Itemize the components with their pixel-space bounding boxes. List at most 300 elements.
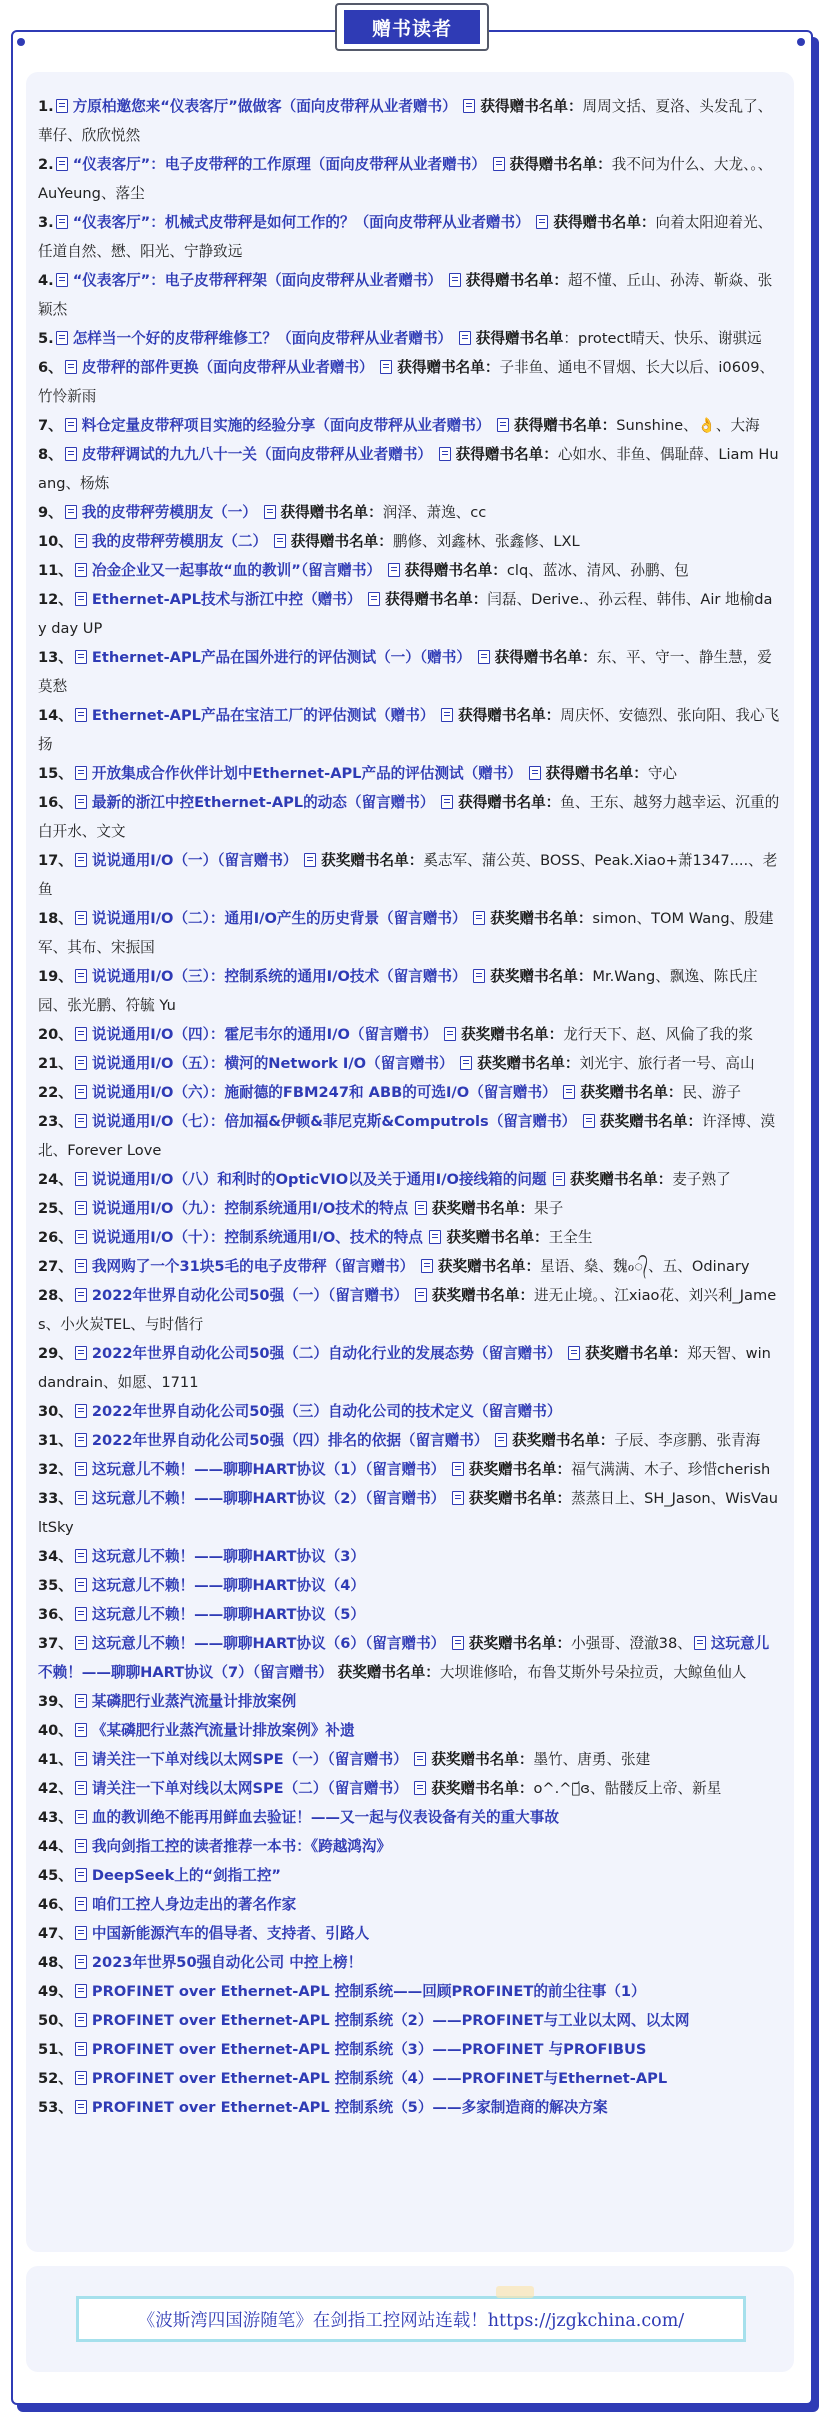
item-number: 9、: [38, 504, 63, 521]
winner-names: 超不懂、丘山、孙涛、靳焱、张颖杰: [38, 272, 773, 318]
winner-names: 子辰、李彦鹏、张青海: [614, 1432, 761, 1449]
item-number: 1.: [38, 98, 54, 115]
article-doc-icon: [56, 331, 68, 345]
winner-names: 福气满满、木子、珍惜cherish: [571, 1461, 771, 1478]
article-link[interactable]: 皮带秤的部件更换（面向皮带秤从业者赠书）: [81, 359, 374, 376]
article-doc-icon: [414, 1752, 426, 1766]
winner-names: 闫磊、Derive.、孙云程、韩伟、Air 地榆day day UP: [38, 591, 773, 637]
article-link[interactable]: 说说通用I/O（九）：控制系统通用I/O技术的特点: [91, 1200, 409, 1217]
article-link[interactable]: 《某磷肥行业蒸汽流量计排放案例》补遗: [91, 1722, 355, 1739]
award-label: 获奖赠书名单：: [337, 1664, 440, 1681]
article-doc-icon: [274, 534, 286, 548]
item-number: 13、: [38, 649, 73, 666]
item-number: 39、: [38, 1693, 73, 1710]
article-doc-icon: [75, 1230, 87, 1244]
article-link[interactable]: 中国新能源汽车的倡导者、支持者、引路人: [91, 1925, 370, 1942]
list-item: [38, 1832, 780, 1861]
article-link[interactable]: 这玩意儿不赖！——聊聊HART协议（6）（留言赠书）: [91, 1635, 446, 1652]
list-item: [38, 2064, 780, 2093]
article-doc-icon: [56, 157, 68, 171]
award-label: 获奖赠书名单：: [446, 1229, 549, 1246]
item-number: 27、: [38, 1258, 73, 1275]
article-link[interactable]: 2022年世界自动化公司50强（二）自动化行业的发展态势（留言赠书）: [91, 1345, 562, 1362]
winner-names: 民、游子: [682, 1084, 741, 1101]
award-label: 获得赠书名单：: [545, 765, 648, 782]
item-number: 53、: [38, 2099, 73, 2116]
article-link[interactable]: PROFINET over Ethernet-APL 控制系统（2）——PROFINET与工业以太网、以太网: [91, 2012, 690, 2029]
article-doc-icon: [75, 1723, 87, 1737]
list-item: [38, 498, 780, 527]
article-doc-icon: [75, 1781, 87, 1795]
article-doc-icon: [75, 795, 87, 809]
article-link[interactable]: 我网购了一个31块5毛的电子皮带秤（留言赠书）: [91, 1258, 415, 1275]
list-item: [38, 1455, 780, 1484]
winner-names: 小强哥、澄澈38、: [571, 1635, 692, 1652]
award-label: 获奖赠书名单：: [599, 1113, 703, 1130]
article-doc-icon: [75, 1839, 87, 1853]
winner-names: simon、TOM Wang、殷建军、其布、宋振国: [38, 910, 774, 956]
item-number: 37、: [38, 1635, 73, 1652]
winner-names: 鱼、王东、越努力越幸运、沉重的白开水、文文: [38, 794, 780, 840]
winner-names: 大坝谁修哈，布鲁艾斯外号朵拉贡，大鲸鱼仙人: [439, 1664, 747, 1681]
article-doc-icon: [75, 563, 87, 577]
award-label: 获得赠书名单：: [280, 504, 383, 521]
winner-names: Mr.Wang、飘逸、陈氏庄园、张光鹏、符毓 Yu: [38, 968, 758, 1014]
item-number: 23、: [38, 1113, 73, 1130]
article-doc-icon: [75, 1462, 87, 1476]
winner-names: 心如水、非鱼、偶耻薛、Liam Huang、杨炼: [38, 446, 779, 492]
article-link[interactable]: 说说通用I/O（五）：横河的Network I/O（留言赠书）: [91, 1055, 454, 1072]
article-doc-icon: [65, 447, 77, 461]
article-doc-icon: [452, 1462, 464, 1476]
item-number: 36、: [38, 1606, 73, 1623]
article-link[interactable]: 开放集成合作伙伴计划中Ethernet-APL产品的评估测试（赠书）: [91, 765, 523, 782]
list-item: [38, 1397, 780, 1426]
winner-names: 润泽、萧逸、cc: [382, 504, 487, 521]
article-doc-icon: [75, 1984, 87, 1998]
article-doc-icon: [75, 1259, 87, 1273]
article-doc-icon: [75, 1433, 87, 1447]
article-link[interactable]: 这玩意儿不赖！——聊聊HART协议（2）（留言赠书）: [91, 1490, 446, 1507]
list-item: [38, 1861, 780, 1890]
article-doc-icon: [388, 563, 400, 577]
award-label: 获得赠书名单：: [397, 359, 500, 376]
banner-decoration: [496, 2286, 534, 2298]
article-doc-icon: [65, 505, 77, 519]
article-doc-icon: [56, 99, 68, 113]
list-item: [38, 585, 780, 643]
winner-names: 向着太阳迎着光、任道自然、懋、阳光、宁静致远: [38, 214, 773, 260]
article-doc-icon: [429, 1230, 441, 1244]
article-link[interactable]: Ethernet-APL产品在宝洁工厂的评估测试（赠书）: [91, 707, 435, 724]
award-label: 获奖赠书名单：: [570, 1171, 673, 1188]
article-doc-icon: [75, 1491, 87, 1505]
item-number: 16、: [38, 794, 73, 811]
article-link[interactable]: 某磷肥行业蒸汽流量计排放案例: [91, 1693, 297, 1710]
winner-names: 星语、燊、魏ℴ᭄、五、Odinary: [540, 1258, 750, 1275]
winner-names: 许泽博、漠北、Forever Love: [38, 1113, 776, 1159]
item-number: 42、: [38, 1780, 73, 1797]
article-doc-icon: [553, 1172, 565, 1186]
article-doc-icon: [65, 418, 77, 432]
article-doc-icon: [75, 1868, 87, 1882]
list-item: [38, 1339, 780, 1397]
article-link[interactable]: Ethernet-APL产品在国外进行的评估测试（一）（赠书）: [91, 649, 471, 666]
page-title-badge: [335, 3, 489, 51]
item-number: 31、: [38, 1432, 73, 1449]
list-item: [38, 1194, 780, 1223]
article-doc-icon: [75, 766, 87, 780]
article-doc-icon: [414, 1781, 426, 1795]
award-label: 获奖赠书名单：: [461, 1026, 564, 1043]
article-link[interactable]: 说说通用I/O（二）：通用I/O产生的历史背景（留言赠书）: [91, 910, 467, 927]
winner-names: ᴏ^.^辉᷄ɞ、骷髅反上帝、新星: [533, 1780, 722, 1797]
list-item: [38, 440, 780, 498]
list-item: [38, 2035, 780, 2064]
article-doc-icon: [478, 650, 490, 664]
article-doc-icon: [75, 1636, 87, 1650]
article-doc-icon: [459, 331, 471, 345]
article-link[interactable]: 这玩意儿不赖！——聊聊HART协议（1）（留言赠书）: [91, 1461, 446, 1478]
item-number: 28、: [38, 1287, 73, 1304]
winner-names: 麦子熟了: [672, 1171, 731, 1188]
award-label: 获得赠书名单：: [458, 794, 561, 811]
article-doc-icon: [380, 360, 392, 374]
article-doc-icon: [473, 911, 485, 925]
article-doc-icon: [495, 1433, 507, 1447]
list-item: [38, 1542, 780, 1571]
winner-names: 周庆怀、安德烈、张向阳、我心飞扬: [38, 707, 780, 753]
item-number: 7、: [38, 417, 63, 434]
article-doc-icon: [75, 1810, 87, 1824]
article-doc-icon: [439, 447, 451, 461]
award-label: 获奖赠书名单：: [431, 1200, 535, 1217]
award-label: 获得赠书名单: [475, 330, 564, 347]
list-item: [38, 1919, 780, 1948]
article-doc-icon: [449, 273, 461, 287]
list-item: [38, 1049, 780, 1078]
winner-names: 郑天智、windandrain、如愿、1711: [38, 1345, 771, 1391]
award-label: 获奖赠书名单：: [512, 1432, 615, 1449]
list-item: [38, 1223, 780, 1252]
article-doc-icon: [75, 1752, 87, 1766]
article-link[interactable]: 皮带秤调试的九九八十一关（面向皮带秤从业者赠书）: [81, 446, 433, 463]
article-link[interactable]: 2022年世界自动化公司50强（四）排名的依据（留言赠书）: [91, 1432, 489, 1449]
article-doc-icon: [75, 969, 87, 983]
article-doc-icon: [264, 505, 276, 519]
article-link[interactable]: “仪表客厅”：电子皮带秤的工作原理（面向皮带秤从业者赠书）: [72, 156, 486, 173]
item-number: 14、: [38, 707, 73, 724]
winner-names: 奚志军、蒲公英、BOSS、Peak.Xiao+萧1347....、老鱼: [38, 852, 778, 898]
item-number: 11、: [38, 562, 73, 579]
article-link[interactable]: 我的皮带秤劳模朋友（二）: [91, 533, 268, 550]
article-link[interactable]: 咱们工控人身边走出的著名作家: [91, 1896, 297, 1913]
item-number: 46、: [38, 1896, 73, 1913]
article-doc-icon: [694, 1636, 706, 1650]
list-item: [38, 2006, 780, 2035]
item-number: 48、: [38, 1954, 73, 1971]
winner-names: Sunshine、👌、大海: [616, 417, 760, 434]
article-doc-icon: [75, 1897, 87, 1911]
winner-names: 墨竹、唐勇、张建: [533, 1751, 651, 1768]
list-item: [38, 1716, 780, 1745]
item-number: 45、: [38, 1867, 73, 1884]
award-label: 获得赠书名单：: [290, 533, 393, 550]
award-label: 获奖赠书名单：: [490, 968, 593, 985]
frame-corner-dot: [17, 38, 25, 46]
article-link[interactable]: 2022年世界自动化公司50强（三）自动化公司的技术定义（留言赠书）: [91, 1403, 562, 1420]
list-item: [38, 788, 780, 846]
footer-panel: [26, 2266, 794, 2372]
article-link[interactable]: “仪表客厅”：机械式皮带秤是如何工作的？（面向皮带秤从业者赠书）: [72, 214, 530, 231]
serial-banner-link[interactable]: 《波斯湾四国游随笔》在剑指工控网站连载！https://jzgkchina.com/: [76, 2296, 746, 2342]
list-item: [38, 1426, 780, 1455]
article-link[interactable]: 料仓定量皮带秤项目实施的经验分享（面向皮带秤从业者赠书）: [81, 417, 491, 434]
list-item: [38, 1252, 780, 1281]
article-doc-icon: [75, 911, 87, 925]
article-link[interactable]: 说说通用I/O（四）：霍尼韦尔的通用I/O（留言赠书）: [91, 1026, 438, 1043]
winner-names: 龙行天下、赵、风倫了我的浆: [563, 1026, 753, 1043]
list-item: [38, 1484, 780, 1542]
item-number: 12、: [38, 591, 73, 608]
list-item: [38, 1020, 780, 1049]
list-item: [38, 1571, 780, 1600]
winner-names: 蒸蒸日上、SH_Jason、WisVaultSky: [38, 1490, 779, 1536]
item-number: 21、: [38, 1055, 73, 1072]
item-number: 17、: [38, 852, 73, 869]
award-label: 获得赠书名单：: [553, 214, 656, 231]
list-item: [38, 1107, 780, 1165]
award-label: 获奖赠书名单：: [585, 1345, 688, 1362]
award-label: 获得赠书名单：: [404, 562, 507, 579]
list-item: [38, 962, 780, 1020]
list-item: [38, 846, 780, 904]
list-item: [38, 759, 780, 788]
list-item: [38, 1078, 780, 1107]
list-item: [38, 266, 780, 324]
winner-names: 守心: [647, 765, 678, 782]
list-item: [38, 1687, 780, 1716]
article-doc-icon: [75, 1694, 87, 1708]
article-link[interactable]: PROFINET over Ethernet-APL 控制系统（5）——多家制造商的解决方案: [91, 2099, 608, 2116]
article-doc-icon: [75, 1085, 87, 1099]
article-doc-icon: [441, 708, 453, 722]
article-doc-icon: [75, 1578, 87, 1592]
article-doc-icon: [75, 1346, 87, 1360]
item-number: 15、: [38, 765, 73, 782]
list-item: [38, 1774, 780, 1803]
item-number: 33、: [38, 1490, 73, 1507]
article-doc-icon: [75, 592, 87, 606]
item-number: 44、: [38, 1838, 73, 1855]
article-doc-icon: [452, 1491, 464, 1505]
item-number: 19、: [38, 968, 73, 985]
article-doc-icon: [497, 418, 509, 432]
winner-names: 东、平、守一、静生慧，爱莫愁: [38, 649, 772, 695]
award-label: 获奖赠书名单：: [431, 1287, 535, 1304]
article-link[interactable]: “仪表客厅”：电子皮带秤秤架（面向皮带秤从业者赠书）: [72, 272, 443, 289]
article-doc-icon: [463, 99, 475, 113]
gift-list-panel: [26, 72, 794, 2252]
article-doc-icon: [493, 157, 505, 171]
article-doc-icon: [75, 1288, 87, 1302]
article-doc-icon: [75, 2013, 87, 2027]
list-item: [38, 208, 780, 266]
item-number: 41、: [38, 1751, 73, 1768]
item-number: 32、: [38, 1461, 73, 1478]
article-link[interactable]: 我向剑指工控的读者推荐一本书：《跨越鸿沟》: [91, 1838, 392, 1855]
list-item: [38, 92, 780, 150]
article-doc-icon: [441, 795, 453, 809]
item-number: 8、: [38, 446, 63, 463]
item-number: 6、: [38, 359, 63, 376]
item-number: 25、: [38, 1200, 73, 1217]
article-link[interactable]: 血的教训绝不能再用鲜血去验证！——又一起与仪表设备有关的重大事故: [91, 1809, 559, 1826]
article-doc-icon: [529, 766, 541, 780]
article-link[interactable]: 说说通用I/O（一）（留言赠书）: [91, 852, 298, 869]
list-item: [38, 1948, 780, 1977]
award-label: 获奖赠书名单：: [477, 1055, 580, 1072]
item-number: 34、: [38, 1548, 73, 1565]
article-doc-icon: [65, 360, 77, 374]
article-doc-icon: [568, 1346, 580, 1360]
article-doc-icon: [473, 969, 485, 983]
article-doc-icon: [563, 1085, 575, 1099]
item-number: 10、: [38, 533, 73, 550]
article-doc-icon: [75, 650, 87, 664]
article-doc-icon: [460, 1056, 472, 1070]
article-link[interactable]: 冶金企业又一起事故“血的教训”（留言赠书）: [91, 562, 382, 579]
list-item: [38, 1165, 780, 1194]
item-number: 43、: [38, 1809, 73, 1826]
article-link[interactable]: 2023年世界50强自动化公司 中控上榜！: [91, 1954, 363, 1971]
article-doc-icon: [56, 215, 68, 229]
article-link[interactable]: 我的皮带秤劳模朋友（一）: [81, 504, 257, 521]
list-item: [38, 1890, 780, 1919]
list-item: [38, 1803, 780, 1832]
article-doc-icon: [75, 1114, 87, 1128]
list-item: [38, 2093, 780, 2122]
article-link[interactable]: 请关注一下单对线以太网SPE（二）（留言赠书）: [91, 1780, 408, 1797]
list-item: [38, 701, 780, 759]
item-number: 3.: [38, 214, 54, 231]
article-link[interactable]: 这玩意儿不赖！——聊聊HART协议（3）: [91, 1548, 366, 1565]
award-label: 获奖赠书名单：: [580, 1084, 683, 1101]
article-doc-icon: [75, 2042, 87, 2056]
article-doc-icon: [56, 273, 68, 287]
article-doc-icon: [75, 1404, 87, 1418]
item-number: 4.: [38, 272, 54, 289]
article-link[interactable]: PROFINET over Ethernet-APL 控制系统（4）——PROFINET与Ethernet-APL: [91, 2070, 668, 2087]
item-number: 22、: [38, 1084, 73, 1101]
list-item: [38, 643, 780, 701]
article-doc-icon: [75, 1955, 87, 1969]
article-link[interactable]: 2022年世界自动化公司50强（一）（留言赠书）: [91, 1287, 409, 1304]
award-label: 获得赠书名单：: [455, 446, 558, 463]
award-label: 获奖赠书名单：: [468, 1635, 572, 1652]
item-number: 50、: [38, 2012, 73, 2029]
winner-names: 子非鱼、通电不冒烟、长大以后、i0609、竹怜新雨: [38, 359, 775, 405]
winner-names: 周周文括、夏洛、头发乱了、華仔、欣欣悦然: [38, 98, 773, 144]
article-doc-icon: [75, 534, 87, 548]
list-item: [38, 411, 780, 440]
winner-names: 进无止境。、江xiao花、刘兴利_James、小火炭TEL、与时偕行: [38, 1287, 777, 1333]
item-number: 49、: [38, 1983, 73, 2000]
article-doc-icon: [75, 1201, 87, 1215]
item-number: 20、: [38, 1026, 73, 1043]
article-link[interactable]: 说说通用I/O（七）：倍加福&伊顿&菲尼克斯&Computrols（留言赠书）: [91, 1113, 577, 1130]
article-link[interactable]: 说说通用I/O（十）：控制系统通用I/O、技术的特点: [91, 1229, 423, 1246]
article-doc-icon: [75, 1172, 87, 1186]
article-doc-icon: [444, 1027, 456, 1041]
winner-names: 王全生: [548, 1229, 593, 1246]
award-label: 获得赠书名单：: [509, 156, 612, 173]
award-label: 获得赠书名单：: [514, 417, 617, 434]
winner-names: 果子: [534, 1200, 564, 1217]
award-label: 获奖赠书名单：: [490, 910, 593, 927]
award-label: 获奖赠书名单：: [437, 1258, 541, 1275]
list-item: [38, 324, 780, 353]
article-link[interactable]: 说说通用I/O（六）：施耐德的FBM247和 ABB的可选I/O（留言赠书）: [91, 1084, 557, 1101]
frame-corner-dot: [797, 38, 805, 46]
article-doc-icon: [75, 1056, 87, 1070]
article-link[interactable]: Ethernet-APL技术与浙江中控（赠书）: [91, 591, 362, 608]
article-link[interactable]: 这玩意儿不赖！——聊聊HART协议（4）: [91, 1577, 366, 1594]
article-link[interactable]: 方原柏邀您来“仪表客厅”做做客（面向皮带秤从业者赠书）: [72, 98, 457, 115]
article-link[interactable]: 说说通用I/O（八）和利时的OpticVIO以及关于通用I/O接线箱的问题: [91, 1171, 547, 1188]
item-number: 30、: [38, 1403, 73, 1420]
article-link[interactable]: 这玩意儿不赖！——聊聊HART协议（5）: [91, 1606, 366, 1623]
winner-names: 刘光宇、旅行者一号、高山: [579, 1055, 755, 1072]
winner-names: ：protect晴天、快乐、谢骐远: [563, 330, 762, 347]
article-link[interactable]: 请关注一下单对线以太网SPE（一）（留言赠书）: [91, 1751, 408, 1768]
award-label: 获得赠书名单：: [458, 707, 561, 724]
list-item: [38, 527, 780, 556]
item-number: 26、: [38, 1229, 73, 1246]
article-link[interactable]: DeepSeek上的“剑指工控”: [91, 1867, 282, 1884]
item-number: 40、: [38, 1722, 73, 1739]
winner-names: 鹏修、刘鑫林、张鑫修、LXL: [392, 533, 580, 550]
page-title: 赠书读者: [344, 10, 480, 44]
article-link[interactable]: PROFINET over Ethernet-APL 控制系统——回顾PROFINET的前尘往事（1）: [91, 1983, 646, 2000]
article-link[interactable]: 说说通用I/O（三）：控制系统的通用I/O技术（留言赠书）: [91, 968, 467, 985]
winner-names: 我不问为什么、大龙、。、AuYeung、落尘: [38, 156, 773, 202]
article-doc-icon: [415, 1201, 427, 1215]
list-item: [38, 1745, 780, 1774]
list-item: [38, 1629, 780, 1687]
article-link[interactable]: 最新的浙江中控Ethernet-APL的动态（留言赠书）: [91, 794, 435, 811]
award-label: 获得赠书名单：: [480, 98, 583, 115]
item-number: 52、: [38, 2070, 73, 2087]
article-doc-icon: [75, 1607, 87, 1621]
article-doc-icon: [75, 2071, 87, 2085]
article-doc-icon: [75, 1549, 87, 1563]
article-doc-icon: [415, 1288, 427, 1302]
list-item: [38, 1281, 780, 1339]
article-link[interactable]: 这玩意儿不赖！——聊聊HART协议（7）（留言赠书）: [38, 1635, 770, 1681]
article-doc-icon: [75, 708, 87, 722]
list-item: [38, 1600, 780, 1629]
article-link[interactable]: PROFINET over Ethernet-APL 控制系统（3）——PROFINET 与PROFIBUS: [91, 2041, 647, 2058]
list-item: [38, 556, 780, 585]
article-doc-icon: [452, 1636, 464, 1650]
article-doc-icon: [583, 1114, 595, 1128]
article-link[interactable]: 怎样当一个好的皮带秤维修工？（面向皮带秤从业者赠书）: [72, 330, 453, 347]
article-doc-icon: [421, 1259, 433, 1273]
award-label: 获得赠书名单：: [494, 649, 597, 666]
item-number: 35、: [38, 1577, 73, 1594]
list-item: [38, 353, 780, 411]
